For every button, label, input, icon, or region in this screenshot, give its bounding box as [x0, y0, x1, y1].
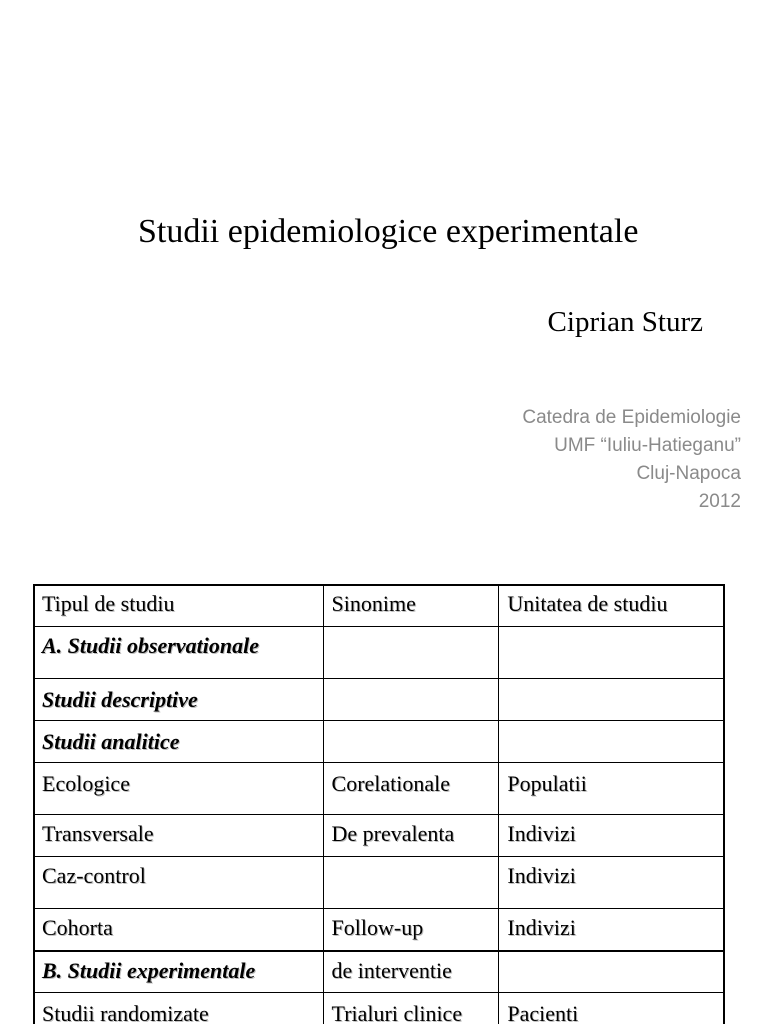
affiliation-department: Catedra de Epidemiologie: [522, 407, 741, 428]
table-row: [34, 857, 725, 909]
table-cell: B. Studii experimentale: [34, 951, 324, 993]
table-row: [34, 951, 725, 993]
table-cell: [323, 857, 499, 909]
table-row: [34, 815, 725, 857]
table-cell: Caz-control: [34, 857, 324, 909]
table-row: [34, 721, 725, 763]
table-cell: [499, 951, 725, 993]
slide-title: Studii epidemiologice experimentale: [138, 213, 639, 250]
table-cell: [323, 627, 499, 679]
affiliation-block: [341, 404, 741, 516]
table-cell: Corelationale: [323, 763, 499, 815]
table-cell: Cohorta: [34, 909, 324, 951]
table-cell: De prevalenta: [323, 815, 499, 857]
table-cell: Indivizi: [499, 857, 725, 909]
study-types-table: [33, 584, 725, 1024]
table-row: [34, 763, 725, 815]
table-cell: [499, 627, 725, 679]
table-cell: Populatii: [499, 763, 725, 815]
table-cell: [499, 721, 725, 763]
table-cell: Ecologice: [34, 763, 324, 815]
table-cell: A. Studii observationale: [34, 627, 324, 679]
table-header-cell: Tipul de studiu: [34, 585, 324, 627]
table-header-row: [34, 585, 725, 627]
table-cell: de interventie: [323, 951, 499, 993]
table-row: [34, 627, 725, 679]
table-cell: Indivizi: [499, 815, 725, 857]
table-cell: Studii analitice: [34, 721, 324, 763]
table-cell: [323, 721, 499, 763]
table-cell: Pacienti: [499, 993, 725, 1024]
affiliation-year: 2012: [698, 491, 741, 512]
table-header-cell: Unitatea de studiu: [499, 585, 725, 627]
table-cell: Studii descriptive: [34, 679, 324, 721]
table-row: [34, 993, 725, 1024]
slide-author: Ciprian Sturz: [547, 306, 703, 338]
affiliation-city: Cluj-Napoca: [636, 463, 741, 484]
table-row: [34, 909, 725, 951]
table-cell: Trialuri clinice: [323, 993, 499, 1024]
table-cell: Indivizi: [499, 909, 725, 951]
table-cell: [499, 679, 725, 721]
table-cell: Transversale: [34, 815, 324, 857]
table-cell: [323, 679, 499, 721]
table-header-cell: Sinonime: [323, 585, 499, 627]
table-row: [34, 679, 725, 721]
table-cell: Follow-up: [323, 909, 499, 951]
affiliation-university: UMF “Iuliu-Hatieganu”: [554, 435, 741, 456]
table-cell: Studii randomizate: [34, 993, 324, 1024]
